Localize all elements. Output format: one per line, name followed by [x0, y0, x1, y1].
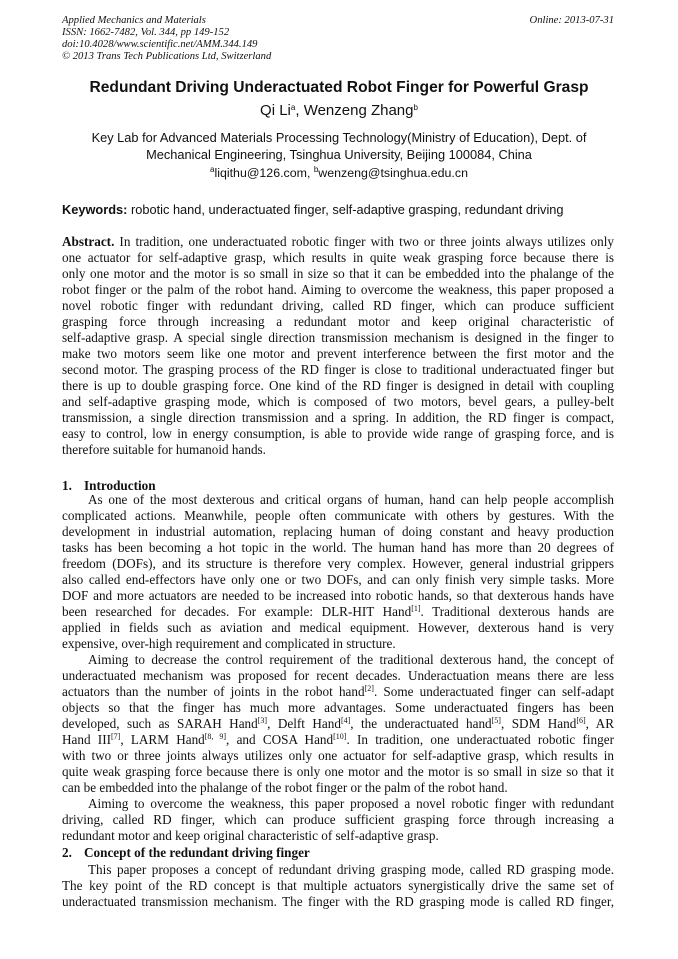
email-2[interactable]: wenzeng@tsinghua.edu.cn	[318, 166, 468, 180]
section-title: Concept of the redundant driving finger	[84, 845, 310, 860]
text-line: with two or three joints always utilizes only one actuator for self-adaptive grasp, which results in	[62, 748, 614, 763]
copyright-line: © 2013 Trans Tech Publications Ltd, Switzerland	[62, 51, 272, 62]
text-line: only one motor and the motor is so small in size so that it can be embedded into the phalange of the	[62, 266, 614, 281]
email-1-sup: a	[210, 165, 215, 174]
author-1-affil: a	[290, 103, 296, 112]
text-line: quite weak grasping force because there is only one motor and the motor is so small in size so that it	[62, 764, 614, 779]
text-line: easy to control, low in energy consumption, is able to provide wide range of grasping force, and is	[62, 426, 614, 441]
citation-ref[interactable]: [10]	[333, 732, 347, 741]
text-line: second motor. The grasping process of the RD finger is close to traditional underactuated finger but	[62, 362, 614, 377]
text-line: Abstract. In tradition, one underactuated robotic finger with two or three joints always utilizes only	[62, 234, 614, 249]
text-line: complicated actions. Meanwhile, people often communicate with others by gestures. With the	[62, 508, 614, 523]
section-number: 2.	[62, 845, 72, 860]
keywords-label: Keywords:	[62, 202, 128, 217]
author-1: Qi Li	[260, 102, 291, 119]
paper-title: Redundant Driving Underactuated Robot Finger for Powerful Grasp	[89, 79, 589, 96]
email-1[interactable]: liqithu@126.com,	[214, 166, 314, 180]
online-date: Online: 2013-07-31	[529, 15, 614, 26]
text-line: freedom (DOFs), and its structure is therefore very complex. However, general industrial grippers	[62, 556, 614, 571]
text-line: redundant motor and keep original characteristic of self-adaptive grasp.	[62, 828, 439, 843]
affiliation	[0, 129, 678, 163]
affiliation-line: Mechanical Engineering, Tsinghua University, Beijing 100084, China	[146, 147, 532, 162]
section-number: 1.	[62, 478, 72, 493]
issn-line: ISSN: 1662-7482, Vol. 344, pp 149-152	[62, 27, 230, 38]
citation-ref[interactable]: [2]	[364, 684, 374, 693]
citation-ref[interactable]: [5]	[491, 716, 501, 725]
text-line: grasping force through increasing a redundant motor and keep original characteristic of	[62, 314, 614, 329]
section-body-concept	[62, 862, 614, 910]
abstract-label: Abstract.	[62, 234, 115, 249]
text-line: The key point of the RD concept is that multiple actuators synergistically drive the same set of	[62, 878, 614, 893]
text-line: make two motors seem like one motor and prevent interference between the first motor and the	[62, 346, 614, 361]
author-2-affil: b	[413, 103, 418, 112]
text-line: transmission, a single direction transmission and a spring. In addition, the RD finger is compact,	[62, 410, 614, 425]
text-line: driving, called RD finger, which can produce sufficient grasping force through increasing a	[62, 812, 614, 827]
text-line: This paper proposes a concept of redundant driving grasping mode, called RD grasping mode.	[88, 862, 614, 877]
author-2: Wenzeng Zhang	[303, 102, 414, 119]
journal-header	[62, 15, 271, 63]
citation-ref[interactable]: [4]	[340, 716, 351, 725]
author-emails	[0, 166, 678, 180]
text-line: and self-adaptive grasping mode, which is composed of two motors, bevel gears, a pulley-belt	[62, 394, 614, 409]
text-line: As one of the most dexterous and critical organs of human, hand can help people accomplish	[88, 492, 614, 507]
authors	[0, 102, 678, 119]
author-separator: ,	[295, 102, 304, 119]
text-line: also called end-effectors have only one or two DOFs, and can only finish very simple tasks. More	[62, 572, 614, 587]
text-line: been researched for decades. For example: DLR-HIT Hand[1]. Traditional dexterous hands are	[62, 604, 614, 619]
citation-ref[interactable]: [6]	[576, 716, 586, 725]
citation-ref[interactable]: [7]	[110, 732, 121, 741]
text-line: Aiming to decrease the control requirement of the traditional dexterous hand, the concept of	[88, 652, 614, 667]
text-line: expensive, over-high requirement and complicated in structure.	[62, 636, 396, 651]
email-2-sup: b	[313, 165, 319, 174]
text-line: novel robotic finger with redundant driving, called RD finger, which can produce sufficient	[62, 298, 614, 313]
citation-ref[interactable]: [1]	[411, 604, 421, 613]
text-line: DOF and more actuators are needed to be increased into robotic hands, so that dexterous hands have	[62, 588, 614, 603]
section-body-introduction	[62, 492, 614, 844]
text-line: tasks has been becoming a hot topic in the world. The human hand has more than 20 degrees of	[62, 540, 614, 555]
text-line: one actuator for self-adaptive grasp, which results in quite weak grasping force because there is	[62, 250, 614, 265]
affiliation-line: Key Lab for Advanced Materials Processing Technology(Ministry of Education), Dept. of	[91, 130, 587, 145]
text-line: therefore suitable for humanoid hands.	[62, 442, 266, 457]
citation-ref[interactable]: [8, 9]	[204, 732, 227, 741]
text-line: self-adaptive grasp. A special single direction transmission mechanism is designed in the finger to	[62, 330, 614, 345]
text-line: Aiming to overcome the weakness, this paper proposed a novel robotic finger with redundant	[88, 796, 614, 811]
abstract	[62, 234, 614, 458]
doi-link[interactable]: doi:10.4028/www.scientific.net/AMM.344.149	[62, 39, 258, 50]
text-line: Hand III[7], LARM Hand[8, 9], and COSA Hand[10]. In tradition, one underactuated robotic finger	[62, 732, 614, 747]
text-line: robot finger or the palm of the robot hand. Aiming to overcome the weakness, this paper proposed a	[62, 282, 614, 297]
text-line: there is up to double grasping force. One kind of the RD finger is designed in detail with coupling	[62, 378, 614, 393]
text-line: developed, such as SARAH Hand[3], Delft Hand[4], the underactuated hand[5], SDM Hand[6], AR	[62, 716, 614, 731]
citation-ref[interactable]: [3]	[257, 716, 268, 725]
text-line: can be embedded into the phalange of the robot finger or the palm of the robot hand.	[62, 780, 508, 795]
section-title: Introduction	[84, 478, 156, 493]
text-line: actuators than the number of joints in the robot hand[2]. Some underactuated finger can self-adapt	[62, 684, 614, 699]
section-heading	[62, 845, 310, 861]
journal-name: Applied Mechanics and Materials	[62, 15, 206, 26]
text-line: objects so that the finger has much more advantages. Some underactuated fingers has been	[62, 700, 614, 715]
text-line: applied in fields such as aviation and medical equipment. However, dexterous hand is very	[62, 620, 614, 635]
keywords-text: robotic hand, underactuated finger, self-adaptive grasping, redundant driving	[127, 202, 564, 217]
text-line: underactuated mechanism was proposed for recent decades. Underactuation means there are less	[62, 668, 614, 683]
text-line: underactuated transmission mechanism. The finger with the RD grasping mode is called RD finger,	[62, 894, 614, 909]
text-line: development in industrial automation, replacing human of doing constant and heavy production	[62, 524, 614, 539]
keywords	[62, 202, 564, 217]
